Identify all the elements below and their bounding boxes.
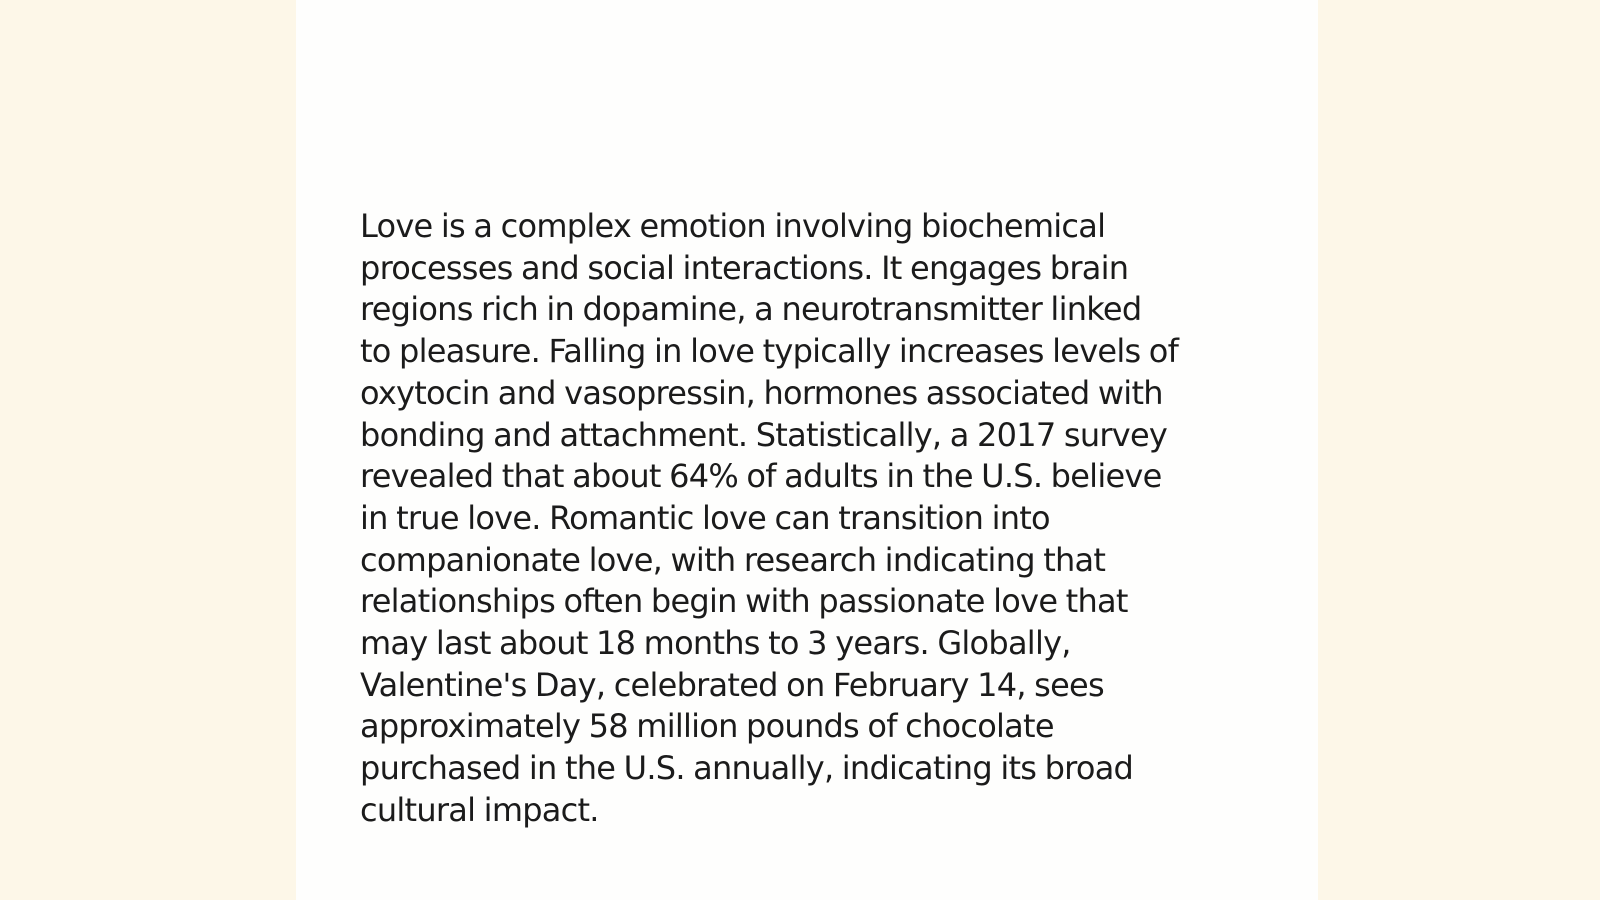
paragraph-line: regions rich in dopamine, a neurotransmitter linked: [360, 290, 1142, 329]
paragraph-line: cultural impact.: [360, 790, 599, 829]
paragraph-line: companionate love, with research indicating that: [360, 540, 1106, 579]
paragraph-line: Love is a complex emotion involving biochemical: [360, 207, 1106, 245]
paragraph-line: oxytocin and vasopressin, hormones associated with: [360, 373, 1163, 412]
paragraph-line: to pleasure. Falling in love typically increases levels of: [360, 332, 1179, 371]
paragraph-line: processes and social interactions. It engages brain: [360, 248, 1129, 287]
paragraph-line: in true love. Romantic love can transition into: [360, 498, 1050, 537]
paragraph-line: approximately 58 million pounds of chocolate: [360, 707, 1054, 746]
body-paragraph: [360, 206, 1260, 832]
paragraph-line: purchased in the U.S. annually, indicating its broad: [360, 749, 1134, 788]
document-page: [296, 0, 1318, 900]
paragraph-line: revealed that about 64% of adults in the U.S. believe: [360, 457, 1162, 496]
paragraph-line: relationships often begin with passionate love that: [360, 582, 1128, 621]
paragraph-line: may last about 18 months to 3 years. Globally,: [360, 624, 1071, 663]
paragraph-line: bonding and attachment. Statistically, a 2017 survey: [360, 415, 1168, 454]
paragraph-line: Valentine's Day, celebrated on February 14, sees: [360, 665, 1104, 704]
